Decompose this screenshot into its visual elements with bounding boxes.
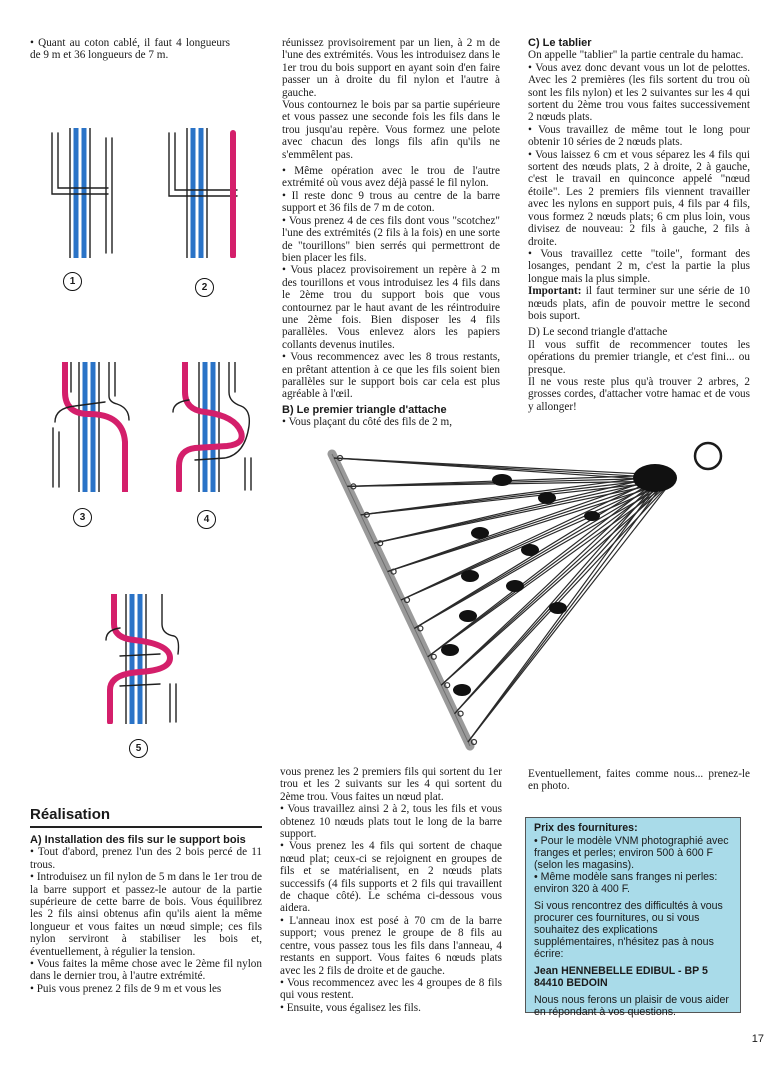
page-number: 17 xyxy=(751,1033,764,1045)
knot-figure-2 xyxy=(165,128,245,258)
column-2-top: réunissez provisoirement par un lien, à 2 m de l'une des extrémités. Vous les introduisez dans le 1er trou du bois support en ayant soin d'en faire passer un à droite du fil nylon et l'autre à gauche. Vous contournez le bois par sa partie supérieure et vous passez une seconde fois les fils dans le trou jusqu'au repère. Vous formez une pelote avec chacun des longs fils afin qu'ils ne s'emmêlent pas. • Même opération avec le trou de l'autre extrémité où vous avez déjà passé le fil nylon. • Il reste donc 9 trous au centre de la barre support et 36 fils de 7 m de coton. • Vous prenez 4 de ces fils dont vous "scotchez" l'une des extrémités (2 fils à la fois) en une sorte de "tourillons" bien serrés qui permettront de bien placer les fils. • Vous placez provisoirement un repère à 2 m des tourillons et vous introduisez les 4 fils dans le 2ème trou du support bois que vous contournez par le haut avant de les réintroduire une 2ème fois. Bien disposer les 4 fils parallèles. Vous enlevez alors les papiers collants devenus inutiles. • Vous recommencez avec les 8 trous restants, en prêtant attention à ce que les fils soient bien parallèles sur le support bois car cela est plus agréable à l'œil. B) Le premier triangle d'attache • Vous plaçant du côté des fils de 2 m, xyxy=(282,37,500,429)
figure-number-2: 2 xyxy=(195,278,214,297)
knot-figure-3 xyxy=(45,362,140,492)
knot-figure-1 xyxy=(48,128,128,258)
realisation-title: Réalisation xyxy=(30,806,111,823)
section-a-heading: A) Installation des fils sur le support bois xyxy=(30,834,246,846)
section-d-heading: D) Le second triangle d'attache xyxy=(528,326,668,339)
hammock-string xyxy=(374,481,672,543)
figure-number-3: 3 xyxy=(73,508,92,527)
knot-figure-5 xyxy=(100,594,185,724)
knot-figure-4 xyxy=(165,362,260,492)
supplies-price-box: Prix des fournitures: • Pour le modèle VNM photographié avec franges et perles; environ 500 à 600 F (selon les magasins). • Même modèle sans franges ni perles: environ 320 à 400 F. Si vous rencontrez des difficultés à vous procurer ces fournitures, ou si vous souhaitez des explications supplémentaires, n'hésitez pas à nous écrire: Jean HENNEBELLE EDIBUL - BP 5 84410 BEDOIN Nous nous ferons un plaisir de vous aider en répondant à vos questions. xyxy=(525,817,741,1013)
figure-number-1: 1 xyxy=(63,272,82,291)
supplies-title: Prix des fournitures: xyxy=(534,822,638,834)
section-c-heading: C) Le tablier xyxy=(528,37,592,49)
figure-number-4: 4 xyxy=(197,510,216,529)
column-3-bottom: Eventuellement, faites comme nous... prenez-le en photo. xyxy=(528,768,750,793)
figure-number-5: 5 xyxy=(129,739,148,758)
hammock-string xyxy=(455,475,664,714)
hammock-illustration xyxy=(320,438,740,753)
realisation-rule xyxy=(30,826,262,828)
hammock-string xyxy=(388,475,664,572)
important-note: Important: il faut terminer sur une série de 10 nœuds plats, afin de pouvoir mettre le second bois suport. xyxy=(528,285,750,322)
column-2-bottom: vous prenez les 2 premiers fils qui sortent du 1er trou et les 2 suivants sur les 4 qui sortent du 2ème trou. Vous faites un nœud plat. • Vous travaillez ainsi 2 à 2, tous les fils et vous obtenez 10 nœuds plats tout le long de la barre support. • Vous prenez les 4 fils qui sortent de chaque nœud plat; ceux-ci se rejoignent en groupes de fils et se matérialisent, en 2 nœuds plats successifs (4 fils supports et 2 fils qui travaillent de chaque côté). Le schéma ci-dessous vous aidera. • L'anneau inox est posé à 70 cm de la barre support; vous prenez le groupe de 8 fils au centre, vous passez tous les fils dans l'anneau, 4 restants en support. Vous faites 6 nœuds plats avec les 2 fils de droite et de gauche. • Vous recommencez avec les 4 groupes de 8 fils qui vous restent. • Ensuite, vous égalisez les fils. xyxy=(280,766,502,1014)
column-1-bottom: A) Installation des fils sur le support bois • Tout d'abord, prenez l'un des 2 bois percé de 11 trous. • Introduisez un fil nylon de 5 m dans le 1er trou de la barre support et passez-le autour de la partie supérieure de cette barre de bois. Vous équilibrez les 2 fils ainsi obtenus afin qu'ils aient la même longueur et vous faites un nœud simple; ces fils nylon serviront à stabiliser les bois et, éventuellement, à régulier la tension. • Vous faites la même chose avec le 2ème fil nylon dans le dernier trou, à l'autre extrémité. • Puis vous prenez 2 fils de 9 m et vous les xyxy=(30,834,262,995)
contact-address: Jean HENNEBELLE EDIBUL - BP 5 84410 BEDOIN xyxy=(534,965,708,989)
column-3-top: C) Le tablier On appelle "tablier" la partie centrale du hamac. • Vous avez donc devant vous un lot de pelottes. Avec les 2 premières (les fils sortent du trou où sont les fils nylon) et les 2 suivantes sur les 4 qui sortent du 2ème trou vous faites successivement 2 nœuds plats. • Vous travaillez de même tout le long pour obtenir 10 séries de 2 nœuds plats. • Vous laissez 6 cm et vous séparez les 4 fils qui sortent des nœuds plats, 2 à droite, 2 à gauche, c'est le travail en quinconce appelé "nœud étoile". Les 2 premiers fils viennent travailler avec les nylons en support puis, 4 fils par 4 fils, vous formez 2 nœuds plats; 6 cm plus loin, vous divisez de nouveau: 2 fils à gauche, 2 fils à droite. • Vous travaillez cette "toile", formant des losanges, pendant 2 m, c'est la partie la plus longue mais la plus simple. Important: il faut terminer sur une série de 10 nœuds plats, afin de pouvoir mettre le second bois suport. D) Le second triangle d'attache Il vous suffit de recommencer toutes les opérations du premier triangle, et c'est fini... ou presque. Il ne vous reste plus qu'à trouver 2 arbres, 2 grosses cordes, d'attacher votre hamac et de vous y allonger! xyxy=(528,37,750,413)
section-b-heading: B) Le premier triangle d'attache xyxy=(282,403,447,416)
hammock-string xyxy=(401,481,672,600)
supplies-intro-text: • Quant au coton cablé, il faut 4 longueurs de 9 m et 36 longueurs de 7 m. xyxy=(30,37,230,62)
